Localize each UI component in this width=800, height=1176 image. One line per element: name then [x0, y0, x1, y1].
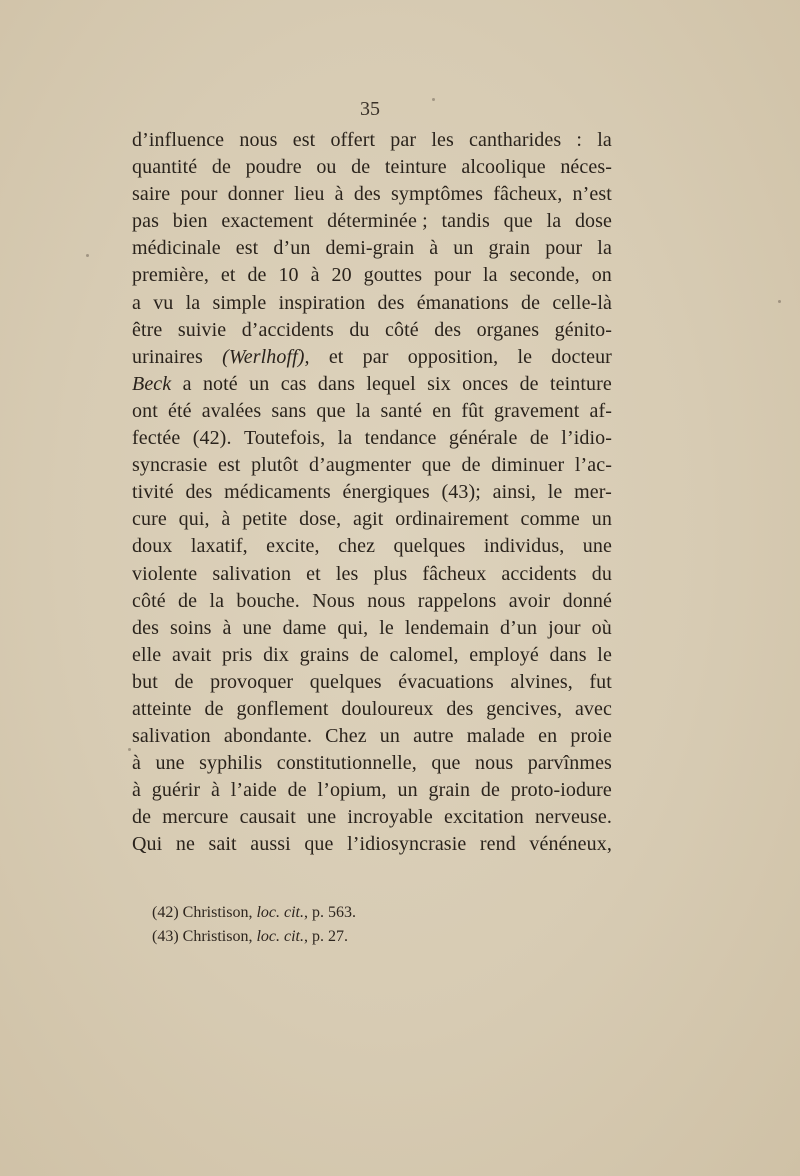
word: simple	[212, 291, 267, 314]
word: Chez	[325, 725, 367, 748]
word: et	[306, 562, 321, 585]
word: chez	[338, 535, 376, 558]
word: de	[178, 589, 198, 612]
word: sait	[208, 833, 237, 856]
word: donné	[562, 589, 612, 612]
word: le	[379, 616, 394, 639]
word: comme	[520, 508, 580, 531]
word: fâcheux,	[493, 183, 563, 206]
word: symptômes	[391, 183, 484, 206]
word: lieu	[294, 183, 325, 206]
word: d’accidents	[241, 318, 334, 341]
word: avait	[171, 643, 212, 666]
word: urinaires	[132, 345, 203, 368]
word: les	[431, 129, 454, 151]
word: un	[591, 508, 612, 531]
word: un	[453, 237, 474, 260]
text-line	[132, 615, 612, 642]
word: de	[351, 156, 371, 179]
word: en	[538, 725, 558, 748]
word: une	[582, 535, 612, 558]
text-line	[132, 181, 612, 208]
footnote-author: Christison,	[182, 928, 253, 945]
word: que	[304, 833, 334, 856]
word: que	[503, 210, 533, 233]
word: une	[155, 752, 185, 775]
word: énergiques	[342, 481, 430, 504]
footnotes	[152, 901, 572, 949]
word: doux	[132, 535, 173, 558]
word: teinture	[384, 156, 447, 179]
word: le	[547, 481, 563, 504]
footnote-number: (42)	[152, 904, 179, 921]
word: 20	[331, 264, 352, 287]
word: à	[222, 616, 232, 639]
word: opposition,	[407, 345, 499, 368]
word: atteinte	[132, 697, 192, 720]
word: l’aide	[230, 779, 277, 802]
word: un	[379, 725, 400, 748]
word: proie	[570, 725, 612, 748]
word: organes	[476, 318, 540, 341]
word: poudre	[245, 156, 302, 179]
word: sans	[271, 399, 307, 422]
word: de	[529, 427, 549, 450]
word: saire	[132, 183, 171, 206]
word: autre	[413, 725, 454, 748]
word: grains	[299, 643, 350, 666]
word: jour	[548, 616, 581, 639]
text-line	[132, 425, 612, 452]
word: côté	[385, 318, 419, 341]
word: une	[307, 806, 337, 829]
word: seconde,	[509, 264, 580, 287]
word: ainsi,	[492, 481, 537, 504]
word: (42).	[192, 427, 232, 450]
word: de	[204, 697, 224, 720]
word: avoir	[508, 589, 551, 612]
word: évacuations	[398, 670, 494, 693]
word: on	[591, 264, 612, 287]
word: vénéneux,	[529, 833, 612, 856]
footnote-page: , p. 563.	[304, 904, 356, 921]
word: des	[353, 183, 381, 206]
text-line	[132, 804, 612, 831]
word: d’influence	[132, 129, 225, 151]
word: individus,	[483, 535, 565, 558]
word: Qui	[132, 833, 163, 856]
word: le	[597, 643, 612, 666]
text-line	[132, 561, 612, 588]
word: l’opium,	[317, 779, 387, 802]
word: syphilis	[199, 752, 263, 775]
text-line	[132, 127, 612, 154]
word: de	[287, 779, 307, 802]
word: première,	[132, 264, 209, 287]
word: des	[132, 616, 159, 639]
word: de	[519, 372, 539, 395]
word: af-	[589, 399, 612, 422]
text-line	[132, 506, 612, 533]
word: est	[235, 237, 259, 260]
word: salivation	[132, 725, 211, 748]
word: des	[185, 481, 213, 504]
word: qui,	[178, 508, 210, 531]
word: :	[576, 129, 583, 151]
word: l’idiosyncrasie	[347, 833, 467, 856]
word: exactement	[221, 210, 314, 233]
word: nous	[239, 129, 278, 151]
word: offert	[330, 129, 376, 151]
text-line	[132, 208, 612, 235]
text-line	[132, 344, 612, 371]
word: du	[591, 562, 612, 585]
word: Beck	[132, 372, 172, 395]
paper-speck	[432, 98, 435, 101]
word: être	[132, 318, 163, 341]
word: six	[427, 372, 451, 395]
word: à	[310, 264, 320, 287]
paper-speck	[778, 300, 781, 303]
word: cantharides	[469, 129, 562, 151]
word: fut	[589, 670, 612, 693]
word: elle	[132, 643, 162, 666]
footnote-43	[152, 925, 572, 949]
word: calomel,	[389, 643, 459, 666]
word: ordinairement	[395, 508, 509, 531]
word: le	[517, 345, 533, 368]
word: noté	[202, 372, 238, 395]
word: l’ac-	[574, 454, 612, 477]
word: cas	[280, 372, 307, 395]
word: grain	[488, 237, 531, 260]
word: un	[249, 372, 270, 395]
text-line	[132, 831, 612, 858]
word: soins	[169, 616, 212, 639]
footnote-42	[152, 901, 572, 925]
word: à	[429, 237, 439, 260]
footnote-number: (43)	[152, 928, 179, 945]
word: (43);	[441, 481, 481, 504]
word: à	[210, 779, 220, 802]
text-line	[132, 723, 612, 750]
word: rend	[479, 833, 516, 856]
text-line	[132, 452, 612, 479]
word: 10	[278, 264, 299, 287]
paper-speck	[86, 254, 89, 257]
word: alcoolique	[461, 156, 546, 179]
word: la	[483, 264, 498, 287]
word: un	[397, 779, 418, 802]
word: a	[182, 372, 192, 395]
word: bouche.	[236, 589, 300, 612]
word: vu	[153, 291, 174, 314]
word: mercure	[162, 806, 229, 829]
page-number: 35	[360, 98, 380, 120]
word: proto-iodure	[510, 779, 612, 802]
word: générale	[448, 427, 518, 450]
word: été	[167, 399, 192, 422]
word: but	[132, 670, 158, 693]
paper-speck	[128, 748, 131, 751]
word: aussi	[250, 833, 291, 856]
word: du	[349, 318, 370, 341]
text-line	[132, 154, 612, 181]
word: quelques	[393, 535, 466, 558]
text-line	[132, 479, 612, 506]
word: laxatif,	[190, 535, 248, 558]
word: gravement	[494, 399, 580, 422]
word: plutôt	[251, 454, 299, 477]
word: la	[597, 129, 612, 151]
word: de	[174, 670, 194, 693]
word: gouttes	[363, 264, 423, 287]
word: excitation	[443, 806, 524, 829]
word: teinture	[550, 372, 612, 395]
word: syncrasie	[132, 454, 208, 477]
word: plus	[373, 562, 408, 585]
word: gencives,	[486, 697, 563, 720]
word: donner	[227, 183, 284, 206]
word: dans	[317, 372, 355, 395]
word: onces	[462, 372, 509, 395]
text-line	[132, 235, 612, 262]
word: rappelons	[417, 589, 497, 612]
word: par	[362, 345, 389, 368]
word: ont	[132, 399, 158, 422]
word: docteur	[551, 345, 612, 368]
text-line	[132, 588, 612, 615]
word: des	[446, 697, 474, 720]
word: que	[431, 752, 461, 775]
text-line	[132, 398, 612, 425]
word: ne	[175, 833, 195, 856]
word: dose	[574, 210, 612, 233]
word: celle-là	[552, 291, 612, 314]
word: douloureux	[341, 697, 434, 720]
word: suivie	[177, 318, 227, 341]
word: la	[185, 291, 201, 314]
word: parvînmes	[527, 752, 612, 775]
word: une	[242, 616, 272, 639]
word: de	[461, 454, 481, 477]
word: et	[220, 264, 236, 287]
word: des	[377, 291, 405, 314]
word: la	[546, 210, 562, 233]
word: mer-	[574, 481, 612, 504]
word: grain	[428, 779, 471, 802]
word: à	[132, 752, 141, 775]
word: a	[132, 291, 141, 314]
word: demi-grain	[325, 237, 415, 260]
word: avec	[574, 697, 612, 720]
word: d’augmenter	[308, 454, 412, 477]
word: dix	[263, 643, 289, 666]
text-line	[132, 317, 612, 344]
word: de	[359, 643, 379, 666]
word: tendance	[364, 427, 437, 450]
word: d’un	[273, 237, 311, 260]
word: ou	[316, 156, 337, 179]
footnote-reference: loc. cit.	[256, 928, 304, 945]
word: accidents	[501, 562, 577, 585]
word: causait	[239, 806, 296, 829]
word: Toutefois,	[243, 427, 326, 450]
word: nous	[367, 589, 406, 612]
word: nous	[475, 752, 514, 775]
word: pour	[545, 237, 583, 260]
word: diminuer	[491, 454, 565, 477]
word: à	[132, 779, 141, 802]
word: (Werlhoff),	[222, 345, 310, 368]
word: fût	[461, 399, 484, 422]
word: pris	[222, 643, 253, 666]
word: émanations	[416, 291, 509, 314]
word: quelques	[309, 670, 382, 693]
word: la	[355, 399, 371, 422]
word: l’idio-	[561, 427, 612, 450]
word: cure	[132, 508, 167, 531]
word: les	[335, 562, 359, 585]
word: de	[480, 779, 500, 802]
word: incroyable	[347, 806, 433, 829]
word: constitutionnelle,	[276, 752, 417, 775]
text-line	[132, 777, 612, 804]
word: malade	[466, 725, 526, 748]
word: où	[591, 616, 612, 639]
text-line	[132, 533, 612, 560]
word: est	[217, 454, 241, 477]
body-text	[132, 127, 612, 859]
word: provoquer	[210, 670, 294, 693]
word: fâcheux	[422, 562, 487, 585]
word: de	[211, 156, 231, 179]
word: dame	[282, 616, 327, 639]
word: dose,	[299, 508, 342, 531]
word: par	[390, 129, 417, 151]
footnote-page: , p. 27.	[304, 928, 348, 945]
word: à	[334, 183, 344, 206]
word: santé	[380, 399, 423, 422]
word: salivation	[212, 562, 292, 585]
word: agit	[353, 508, 384, 531]
word: que	[316, 399, 346, 422]
word: excite,	[266, 535, 320, 558]
word: pour	[434, 264, 472, 287]
word: petite	[242, 508, 288, 531]
word: avalées	[201, 399, 262, 422]
word: génito-	[554, 318, 612, 341]
word: pour	[180, 183, 218, 206]
word: quantité	[132, 156, 198, 179]
footnote-reference: loc. cit.	[256, 904, 304, 921]
footnote-author: Christison,	[182, 904, 253, 921]
word: violente	[132, 562, 198, 585]
text-line	[132, 669, 612, 696]
text-line	[132, 371, 612, 398]
text-line	[132, 750, 612, 777]
word: tivité	[132, 481, 174, 504]
word: lequel	[366, 372, 416, 395]
word: employé	[469, 643, 539, 666]
word: guérir	[151, 779, 201, 802]
word: qui,	[337, 616, 369, 639]
word: n’est	[572, 183, 612, 206]
word: nerveuse.	[535, 806, 612, 829]
word: est	[292, 129, 316, 151]
word: la	[597, 237, 612, 260]
word: bien	[172, 210, 208, 233]
word: gonflement	[236, 697, 329, 720]
word: et	[328, 345, 344, 368]
text-line	[132, 696, 612, 723]
word: alvines,	[510, 670, 573, 693]
word: de	[132, 806, 152, 829]
word: dans	[549, 643, 587, 666]
word: Nous	[312, 589, 355, 612]
word: médicaments	[224, 481, 331, 504]
word: pas	[132, 210, 159, 233]
word: tandis	[441, 210, 490, 233]
word: côté	[132, 589, 166, 612]
text-line	[132, 642, 612, 669]
word: à	[221, 508, 231, 531]
word: médicinale	[132, 237, 221, 260]
word: néces-	[560, 156, 612, 179]
word: la	[209, 589, 225, 612]
word: de	[521, 291, 541, 314]
word: fectée	[132, 427, 181, 450]
word: que	[421, 454, 451, 477]
word: la	[337, 427, 353, 450]
word: déterminée ;	[327, 210, 428, 233]
word: abondante.	[223, 725, 313, 748]
word: d’un	[500, 616, 538, 639]
word: de	[247, 264, 267, 287]
text-line	[132, 290, 612, 317]
word: en	[432, 399, 452, 422]
text-line	[132, 262, 612, 289]
word: des	[434, 318, 462, 341]
word: lendemain	[404, 616, 490, 639]
word: inspiration	[278, 291, 366, 314]
